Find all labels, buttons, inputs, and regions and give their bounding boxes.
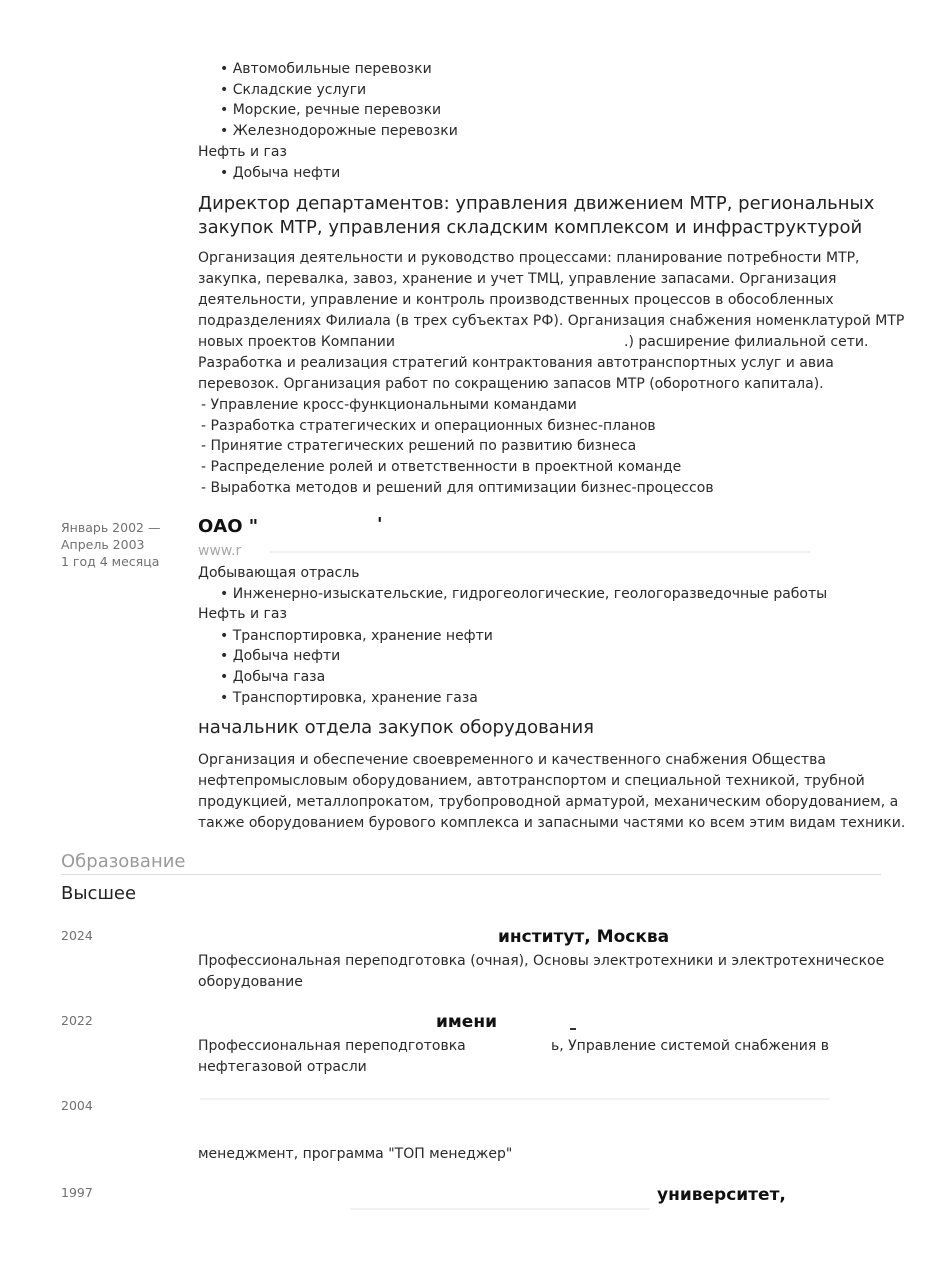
logistics-item: • Морские, речные перевозки xyxy=(220,100,441,120)
position-description: Организация деятельности и руководство процессами: планирование потребности МТР, закупка, перевалка, завоз, хранение и учет ТМЦ, управление запасами. Организация деятельности, управление и контроль производственных процессов в обособленных подразделениях Филиала (в трех субъектах РФ). Организация снабжения номенклатурой МТР новых проектов Компании .) расширение филиальной сети. Разработка и реализация стратегий контрактования автотранспортных услуг и авиа перевозок. Организация работ по сокращению запасов МТР (оборотного капитала). xyxy=(198,250,905,392)
position-title: Директор департаментов: управления движением МТР, региональных закупок МТР, управления складским комплексом и инфраструктурой xyxy=(198,193,875,238)
redacted-institution xyxy=(350,1208,650,1210)
position-title: начальник отдела закупок оборудования xyxy=(198,717,595,738)
section-heading-education: Образование xyxy=(61,851,186,872)
job-duration: 1 год 4 месяца xyxy=(61,554,160,569)
industry-item: • Транспортировка, хранение газа xyxy=(220,688,478,708)
responsibility-item: - Принятие стратегических решений по развитию бизнеса xyxy=(201,438,637,454)
company-name: ОАО " xyxy=(198,516,259,537)
education-level: Высшее xyxy=(61,883,137,904)
redacted-institution xyxy=(200,1098,830,1100)
position-description: Организация и обеспечение своевременного и качественного снабжения Общества нефтепромысловым оборудованием, автотранспортом и специальной техникой, трубной продукцией, металлопрокатом, трубопроводной арматурой, механическим оборудованием, а также оборудованием бурового комплекса и запасными частями ко всем этим видам техники. xyxy=(198,752,906,831)
institution-name: институт, Москва xyxy=(498,927,670,947)
education-year: 1997 xyxy=(61,1185,93,1200)
redacted-institution xyxy=(570,1028,576,1030)
logistics-item: • Железнодорожные перевозки xyxy=(220,121,458,141)
responsibility-item: - Управление кросс-функциональными командами xyxy=(201,397,577,413)
institution-name: университет, xyxy=(657,1185,786,1205)
job-end-date: Апрель 2003 xyxy=(61,537,145,552)
industry-item: • Добыча газа xyxy=(220,667,325,687)
education-details: Профессиональная переподготовка (очная), Основы электротехники и электротехническое оборудование xyxy=(198,953,885,990)
section-divider xyxy=(61,874,881,875)
education-details: Профессиональная переподготовка ь, Управление системой снабжения в нефтегазовой отрасли xyxy=(198,1038,830,1075)
responsibility-item: - Распределение ролей и ответственности в проектной команде xyxy=(201,459,682,475)
company-website[interactable]: www.r xyxy=(198,543,242,559)
logistics-item: • Складские услуги xyxy=(220,80,366,100)
industry-item: • Добыча нефти xyxy=(220,646,340,666)
job-dates xyxy=(61,519,160,570)
institution-name: имени xyxy=(436,1012,497,1032)
company-name-tail: ' xyxy=(377,514,383,535)
industry-label: Нефть и газ xyxy=(198,144,287,160)
industry-item: • Инженерно-изыскательские, гидрогеологические, геологоразведочные работы xyxy=(220,584,827,604)
education-year: 2022 xyxy=(61,1013,93,1028)
responsibility-item: - Выработка методов и решений для оптимизации бизнес-процессов xyxy=(201,480,714,496)
redacted-website xyxy=(270,551,810,553)
education-year: 2004 xyxy=(61,1098,93,1113)
education-details: менеджмент, программа "ТОП менеджер" xyxy=(198,1146,513,1162)
industry-item: • Транспортировка, хранение нефти xyxy=(220,626,493,646)
industry-label: Добывающая отрасль xyxy=(198,565,360,581)
industry-item: • Добыча нефти xyxy=(220,163,340,183)
responsibility-item: - Разработка стратегических и операционных бизнес-планов xyxy=(201,418,656,434)
education-year: 2024 xyxy=(61,928,93,943)
job-start-date: Январь 2002 — xyxy=(61,520,161,535)
logistics-item: • Автомобильные перевозки xyxy=(220,59,432,79)
industry-label: Нефть и газ xyxy=(198,606,287,622)
